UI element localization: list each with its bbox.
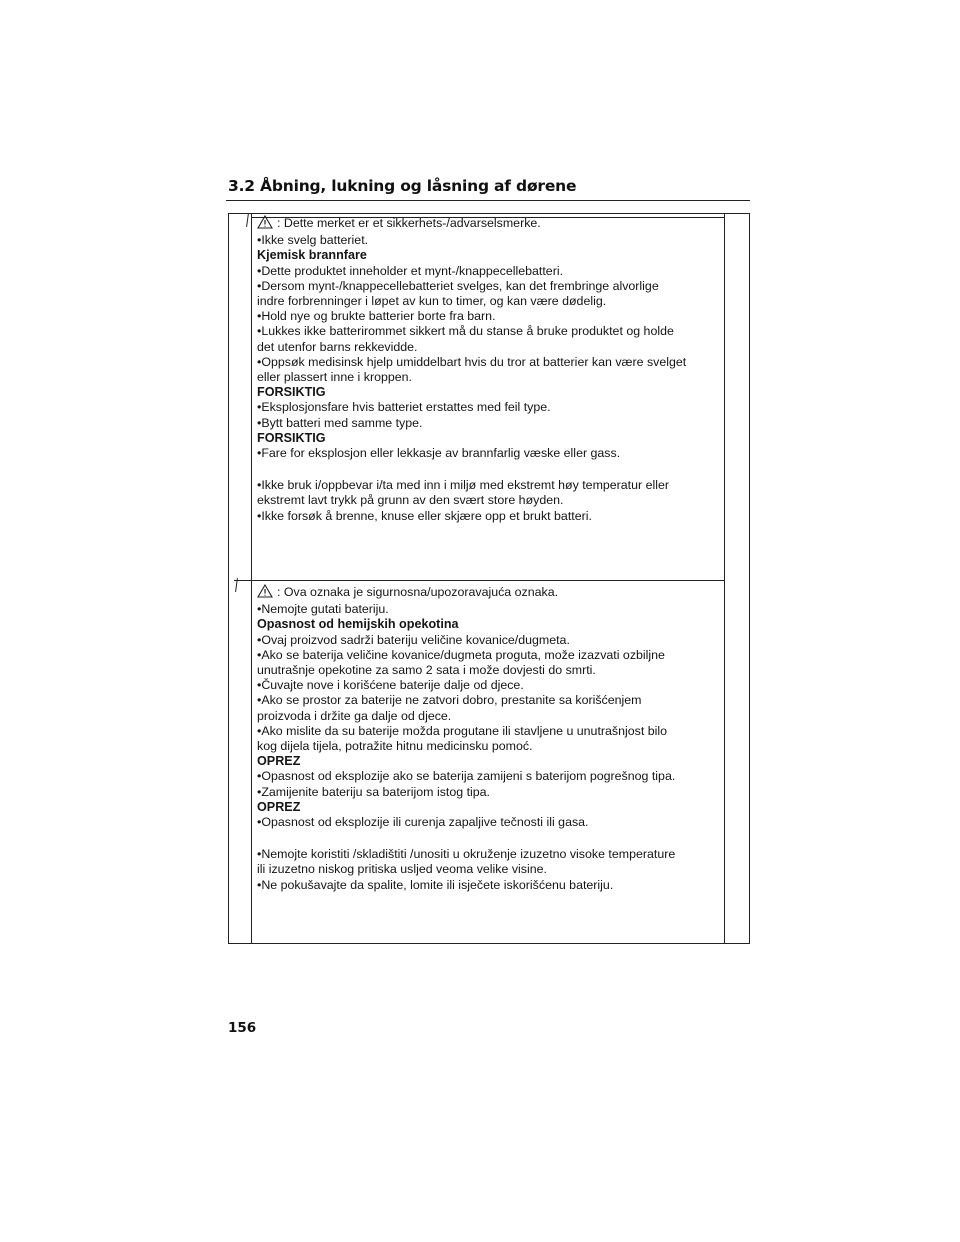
croatian-line: [257, 663, 722, 678]
croatian-line-text: •Ako mislite da su baterije možda progutane ili stavljene u unutrašnjost bilo: [257, 723, 668, 738]
norwegian-line: [257, 340, 722, 355]
norwegian-line-text: •Dersom mynt-/knappecellebatteriet svelges, kan det frembringe alvorlige: [257, 278, 659, 293]
norwegian-heading: [257, 431, 722, 446]
croatian-line-text: •Opasnost od eksplozije ili curenja zapaljive tečnosti ili gasa.: [257, 815, 589, 830]
croatian-line-text: •Ako se baterija veličine kovanice/dugmeta proguta, može izazvati ozbiljne: [257, 647, 665, 662]
croatian-line: [257, 678, 722, 693]
croatian-line: [257, 785, 722, 800]
norwegian-line: [257, 215, 722, 233]
croatian-line-text: Opasnost od hemijskih opekotina: [257, 617, 459, 632]
page-number: 156: [228, 1020, 257, 1036]
norwegian-line: [257, 370, 722, 385]
warning-triangle-icon: [257, 215, 273, 233]
box-right-rule: [724, 213, 725, 944]
norwegian-heading: [257, 385, 722, 400]
norwegian-heading: [257, 248, 722, 263]
croatian-line: [257, 739, 722, 754]
norwegian-line: [257, 478, 722, 493]
norwegian-line-text: •Dette produktet inneholder et mynt-/knappecellebatteri.: [257, 263, 564, 278]
norwegian-line-text: eller plassert inne i kroppen.: [257, 370, 412, 385]
croatian-line: [257, 693, 722, 708]
croatian-line: [257, 878, 722, 893]
norwegian-line: [257, 400, 722, 415]
croatian-heading: [257, 754, 722, 769]
norwegian-line-text: •Oppsøk medisinsk hjelp umiddelbart hvis du tror at batterier kan være svelget: [257, 354, 687, 369]
paragraph-gap: [257, 461, 722, 478]
croatian-line-text: •Zamijenite bateriju sa baterijom istog tipa.: [257, 784, 490, 799]
warning-triangle-icon: [257, 584, 273, 602]
norwegian-line-text: Kjemisk brannfare: [257, 248, 367, 263]
norwegian-line-text: •Ikke svelg batteriet.: [257, 233, 369, 248]
croatian-line-text: unutrašnje opekotine za samo 2 sata i može dovjesti do smrti.: [257, 663, 596, 678]
norwegian-line: [257, 264, 722, 279]
croatian-warning-text: [257, 584, 722, 893]
croatian-line-text: •Ako se prostor za baterije ne zatvori dobro, prestanite sa korišćenjem: [257, 693, 642, 708]
croatian-line-text: •Nemojte koristiti /skladištiti /unositi u okruženje izuzetno visoke temperature: [257, 847, 676, 862]
croatian-heading: [257, 617, 722, 632]
croatian-line: [257, 847, 722, 862]
norwegian-line: [257, 309, 722, 324]
norwegian-line-text: •Eksplosjonsfare hvis batteriet erstattes med feil type.: [257, 400, 551, 415]
croatian-line: [257, 648, 722, 663]
croatian-line: [257, 724, 722, 739]
norwegian-line: [257, 509, 722, 524]
norwegian-line-text: ekstremt lavt trykk på grunn av den svært store høyden.: [257, 493, 564, 508]
croatian-line-text: OPREZ: [257, 799, 301, 814]
croatian-line: [257, 602, 722, 617]
paragraph-gap: [257, 830, 722, 847]
croatian-line: [257, 815, 722, 830]
norwegian-line: [257, 355, 722, 370]
croatian-line: [257, 862, 722, 877]
norwegian-line: [257, 294, 722, 309]
croatian-line-text: kog dijela tijela, potražite hitnu medicinsku pomoć.: [257, 739, 533, 754]
croatian-line: [257, 633, 722, 648]
norwegian-line-text: •Bytt batteri med samme type.: [257, 415, 423, 430]
croatian-line-text: OPREZ: [257, 754, 301, 769]
section-title: 3.2 Åbning, lukning og låsning af dørene: [228, 177, 577, 195]
norwegian-line: [257, 416, 722, 431]
norwegian-line: [257, 324, 722, 339]
norwegian-line: [257, 493, 722, 508]
croatian-line: [257, 584, 722, 602]
norwegian-warning-text: [257, 215, 722, 524]
norwegian-line-text: •Lukkes ikke batterirommet sikkert må du stanse å bruke produktet og holde: [257, 324, 674, 339]
croatian-line: [257, 709, 722, 724]
norwegian-line-text: : Dette merket er et sikkerhets-/advarselsmerke.: [277, 216, 541, 230]
croatian-line-text: : Ova oznaka je sigurnosna/upozoravajuća oznaka.: [277, 585, 559, 599]
croatian-line-text: •Čuvajte nove i korišćene baterije dalje od djece.: [257, 678, 524, 693]
norwegian-line-text: FORSIKTIG: [257, 430, 326, 445]
header-divider: [226, 200, 750, 201]
norwegian-line-text: •Ikke forsøk å brenne, knuse eller skjære opp et brukt batteri.: [257, 508, 592, 523]
croatian-heading: [257, 800, 722, 815]
norwegian-line: [257, 446, 722, 461]
norwegian-line-text: •Hold nye og brukte batterier borte fra barn.: [257, 309, 496, 324]
croatian-line-text: ili izuzetno niskog pritiska usljed veoma velike visine.: [257, 862, 547, 877]
box-left-rule: [251, 213, 252, 944]
norwegian-line: [257, 279, 722, 294]
croatian-line-text: •Ovaj proizvod sadrži bateriju veličine kovanice/dugmeta.: [257, 632, 570, 647]
croatian-line-text: •Ne pokušavajte da spalite, lomite ili isječete iskorišćenu bateriju.: [257, 877, 614, 892]
section-divider: [234, 580, 724, 581]
norwegian-line-text: •Fare for eksplosjon eller lekkasje av brannfarlig væske eller gass.: [257, 446, 621, 461]
croatian-line-text: •Nemojte gutati bateriju.: [257, 602, 389, 617]
croatian-line-text: •Opasnost od eksplozije ako se baterija zamijeni s baterijom pogrešnog tipa.: [257, 769, 676, 784]
croatian-line-text: proizvoda i držite ga dalje od djece.: [257, 708, 452, 723]
norwegian-line-text: det utenfor barns rekkevidde.: [257, 339, 418, 354]
norwegian-line-text: •Ikke bruk i/oppbevar i/ta med inn i miljø med ekstremt høy temperatur eller: [257, 478, 670, 493]
croatian-line: [257, 769, 722, 784]
norwegian-line: [257, 233, 722, 248]
norwegian-line-text: FORSIKTIG: [257, 385, 326, 400]
norwegian-line-text: indre forbrenninger i løpet av kun to timer, og kan være dødelig.: [257, 294, 607, 309]
